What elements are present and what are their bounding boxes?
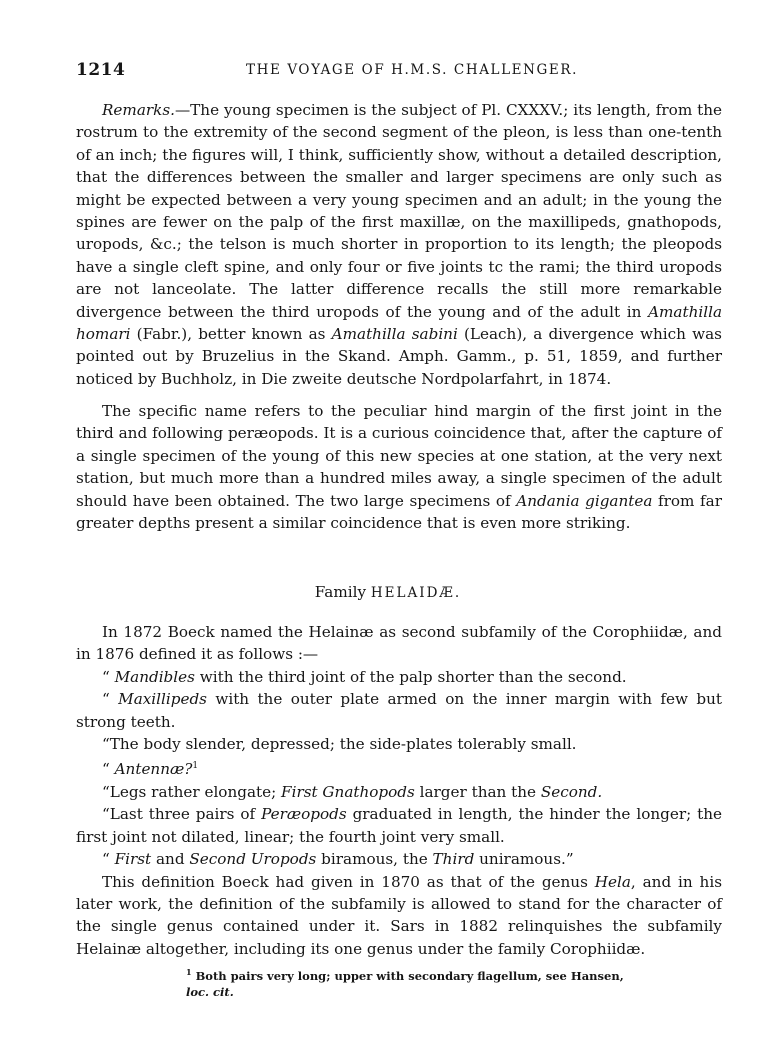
specific-text-2: from far greater depths present a similar coincidence that is even more striking. bbox=[76, 491, 722, 533]
term-maxillipeds: Maxillipeds bbox=[118, 690, 207, 709]
footnote-text: Both pairs very long; upper with secondary flagellum, see Hansen, bbox=[195, 968, 624, 983]
remarks-label: Remarks. bbox=[102, 101, 175, 119]
species-amathilla-homari: Amathilla homari bbox=[76, 302, 722, 344]
quote-legs-text-2: larger than the bbox=[414, 782, 541, 801]
quote-mandibles-text: with the third joint of the palp shorter than the second. bbox=[194, 667, 627, 686]
species-amathilla-sabini: Amathilla sabini bbox=[331, 325, 458, 344]
term-second-uropods: Second Uropods bbox=[189, 850, 317, 869]
quote-maxillipeds: “ Maxillipeds with the outer plate armed on the inner margin with few but strong teeth. bbox=[76, 690, 722, 731]
quote-body-text: The body slender, depressed; the side-plates tolerably small. bbox=[109, 735, 577, 754]
term-second: Second. bbox=[540, 782, 603, 801]
family-heading bbox=[0, 583, 776, 601]
quote-peraeopods-text-1: Last three pairs of bbox=[109, 805, 262, 824]
family-heading-name: HELAIDÆ. bbox=[370, 585, 462, 601]
running-header bbox=[76, 60, 722, 84]
quote-body: “The body slender, depressed; the side-plates tolerably small. bbox=[102, 735, 577, 754]
quote-mandibles: “ Mandibles with the third joint of the palp shorter than the second. bbox=[102, 667, 627, 686]
footnote-marker: 1 bbox=[186, 967, 192, 977]
quote-maxillipeds-text: with the outer plate armed on the inner margin with few but strong teeth. bbox=[76, 690, 722, 731]
quote-uropods-text-1: and bbox=[151, 850, 190, 869]
quote-uropods-text-2: biramous, the bbox=[316, 850, 433, 869]
footnote-citation: loc. cit. bbox=[186, 984, 234, 999]
footnote bbox=[186, 964, 636, 1000]
term-first: First bbox=[114, 850, 152, 869]
quote-legs: “Legs rather elongate; First Gnathopods larger than the Second. bbox=[102, 782, 603, 801]
specific-name-paragraph bbox=[76, 400, 722, 534]
quote-uropods-text-3: uniramous.” bbox=[474, 850, 574, 869]
boeck-definition bbox=[76, 621, 722, 960]
family-heading-prefix: Family bbox=[314, 583, 371, 601]
remarks-text-3: (Leach), a divergence which was pointed out by Bruzelius in the Skand. Amph. Gamm., p. 51, 1859, and further noticed by Buchholz, in Die zweite deutsche Nordpolarfahrt, in 1874. bbox=[76, 325, 722, 388]
term-antennae: Antennæ? bbox=[114, 760, 193, 779]
running-title: THE VOYAGE OF H.M.S. CHALLENGER. bbox=[246, 62, 579, 78]
final-text-1: This definition Boeck had given in 1870 as that of the genus bbox=[102, 872, 595, 891]
term-first-gnathopods: First Gnathopods bbox=[281, 782, 415, 801]
term-mandibles: Mandibles bbox=[114, 667, 195, 686]
term-third: Third bbox=[432, 850, 475, 869]
remarks-paragraph bbox=[76, 99, 722, 390]
quote-peraeopods-text-2: graduated in length, the hinder the longer; the first joint not dilated, linear; the fourth joint very small. bbox=[76, 805, 723, 846]
genus-hela: Hela bbox=[594, 872, 631, 891]
species-andania-gigantea: Andania gigantea bbox=[516, 491, 653, 510]
final-text-2: , and in his later work, the definition of the subfamily is allowed to stand for the character of the single genus contained under it. Sars in 1882 relinquishes the subfamily Helainæ altogether, including its one genus under the family Corophiidæ. bbox=[76, 872, 722, 958]
footnote-ref: 1 bbox=[192, 761, 199, 772]
remarks-text-2: (Fabr.), better known as bbox=[130, 325, 332, 344]
quote-uropods: “ First and Second Uropods biramous, the Third uniramous.” bbox=[102, 850, 574, 869]
specific-text-1: The specific name refers to the peculiar hind margin of the first joint in the third and following peræopods. It is a curious coincidence that, after the capture of a single specimen of the young of this new species at one station, at the very next station, but much more than a hundred miles away, a single specimen of the adult should have been obtained. The two large specimens of bbox=[76, 402, 722, 510]
boeck-final-paragraph bbox=[76, 871, 722, 961]
quote-legs-text-1: Legs rather elongate; bbox=[109, 782, 282, 801]
quote-peraeopods: “Last three pairs of Peræopods graduated in length, the hinder the longer; the first joint not dilated, linear; the fourth joint very small. bbox=[76, 805, 723, 846]
boeck-intro: In 1872 Boeck named the Helainæ as second subfamily of the Corophiidæ, and in 1876 defined it as follows :— bbox=[76, 623, 722, 664]
term-peraeopods: Peræopods bbox=[261, 805, 347, 824]
page-number: 1214 bbox=[76, 60, 126, 80]
quote-antennae: “ Antennæ?$^1$ bbox=[102, 760, 199, 779]
remarks-text-1: —The young specimen is the subject of Pl. CXXXV.; its length, from the rostrum to the extremity of the second segment of the pleon, is less than one-tenth of an inch; the figures will, I think, sufficiently show, without a detailed description, that the differences between the smaller and larger specimens are only such as might be expected between a very young specimen and an adult; in the young the spines are fewer on the palp of the first maxillæ, on the maxillipeds, gnathopods, uropods, &c.; the telson is much shorter in proportion to its length; the pleopods have a single cleft spine, and only four or five joints tc the rami; the third uropods are not lanceolate. The latter difference recalls the still more remarkable divergence between the third uropods of the young and of the adult in bbox=[76, 101, 722, 321]
